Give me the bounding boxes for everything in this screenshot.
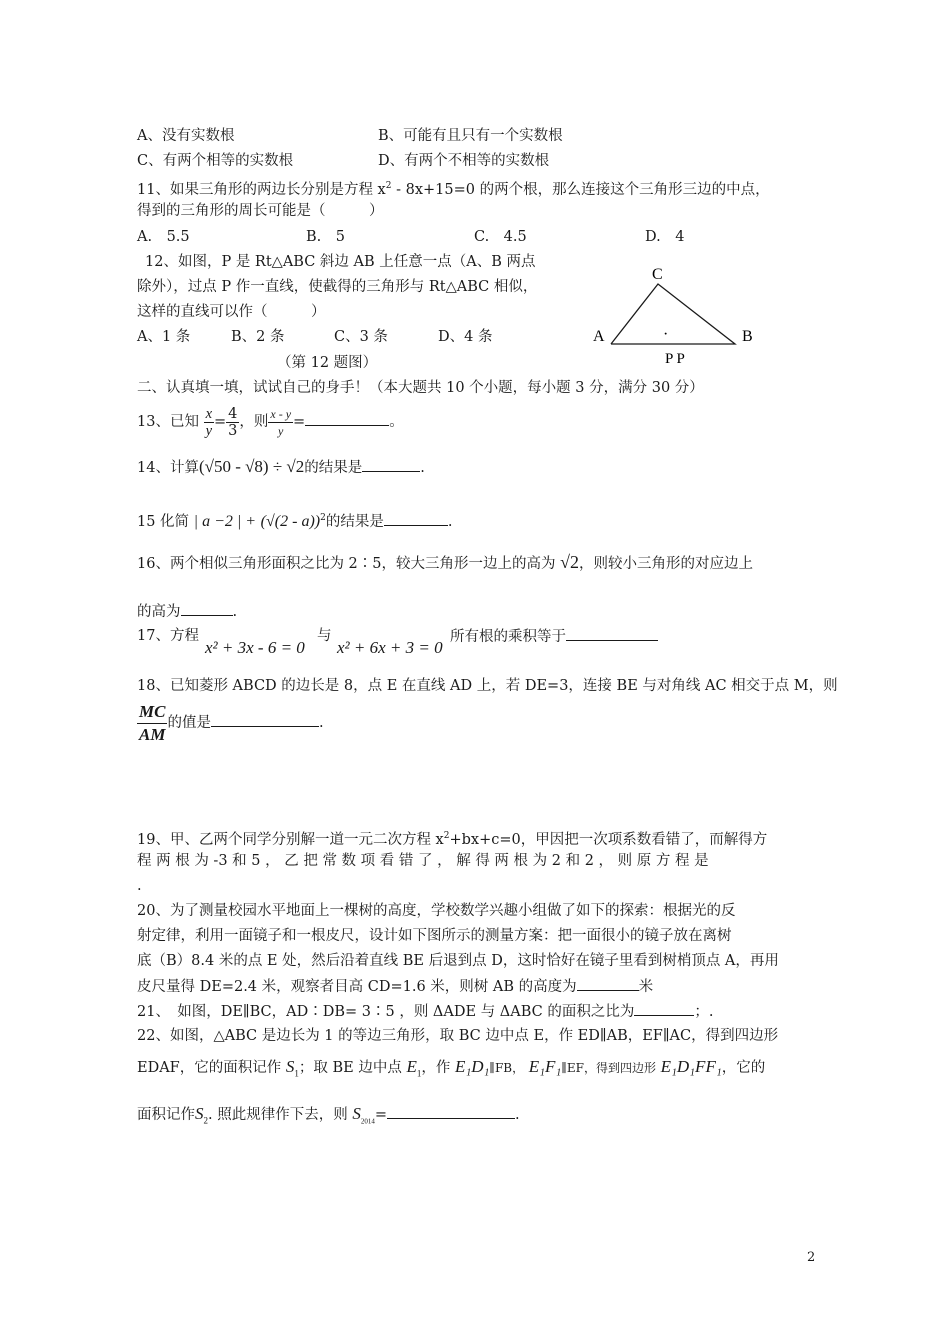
q10-option-a: A、没有实数根 [137,128,235,144]
q12-option-a: A、1 条 [137,329,191,345]
q15-abs-expression: | a −2 | + [193,512,257,530]
q18-fraction-mc-over-am: $\frac{MC}{AM}$ [139,701,166,744]
label-p: P P [665,351,685,367]
q14: 14、计算(√50 - √8) ÷ √2的结果是 . [137,457,425,476]
q22-answer-blank[interactable] [387,1104,515,1119]
q12-option-c: C、3 条 [334,329,388,345]
q20-line1: 20、为了测量校园水平地面上一棵树的高度，学校数学兴趣小组做了如下的探索：根据光的反 [137,903,736,919]
q10-option-d: D、有两个不相等的实数根 [378,153,550,169]
q15-answer-blank[interactable] [384,511,448,526]
q22-line1: 22、如图，△ABC 是边长为 1 的等边三角形，取 BC 边中点 E，作 ED∥AB，EF∥AC，得到四边形 [137,1028,779,1044]
q22-s2014: $S_{2014}$ [352,1104,375,1126]
q20-line4: 皮尺量得 DE=2.4 米，观察者目高 CD=1.6 米，则树 AB 的高度为 米 [137,976,653,997]
q14-expression: (√50 - √8) ÷ √2 [198,457,305,476]
label-a: A [593,328,605,345]
triangle-abc [611,284,735,344]
q16-line2: 的高为 . [137,601,237,622]
q17-equation-2: x² + 6x + 3 = 0 [337,638,443,657]
q12-triangle-figure [585,262,765,372]
q19-line1: 19、甲、乙两个同学分别解一道一元二次方程 $x^2+bx+c=0$，甲因把一次项系数看错了，而解得方 [137,831,768,848]
q12-line2: 除外），过点 P 作一直线，使截得的三角形与 Rt△ABC 相似， [137,279,538,295]
q22-e1f1: E₁F₁ [528,1057,562,1076]
q10-option-b: B、可能有且只有一个实数根 [378,128,563,144]
q12-figure-caption: （第 12 题图） [277,355,378,371]
q16-sqrt2: √2 [560,552,580,572]
q16-line1: 16、两个相似三角形面积之比为 2∶5，较大三角形一边上的高为 √2，则较小三角形的对应边上 [137,552,754,572]
q11-option-d: D. 4 [645,229,685,245]
q21: 21、 如图，DE∥BC，AD∶DB= 3∶5 ，则 ΔADE 与 ΔABC 的面积之比为 ；. [137,1001,713,1022]
q18-line2: $\frac{MC}{AM}$ 的值是 . [139,701,324,744]
label-c: C [652,266,663,283]
q12-line3: 这样的直线可以作（ ） [137,304,326,320]
q13: 13、已知 $\frac{x}{y}$ = $\frac{4}{3}$ ，则 $\frac{x - y}{y}$ = 。 [137,405,404,439]
q13-answer-blank[interactable] [305,411,389,426]
page-number: 2 [807,1250,816,1265]
q15-sqrt-expression: (√(2 - a)) [260,512,321,530]
q17-tail: 所有根的乘积等于 [450,626,658,647]
q13-fraction-x-over-y: $\frac{x}{y}$ [205,405,212,439]
q11-option-b: B. 5 [306,229,345,245]
q17-equation-1: x² + 3x - 6 = 0 [205,638,305,657]
label-b: B [742,328,753,345]
q21-answer-blank[interactable] [634,1001,694,1016]
q11-option-a: A. 5.5 [137,229,190,245]
q20-line3: 底（B）8.4 米的点 E 处，然后沿着直线 BE 后退到点 D，这时恰好在镜子里看到树梢顶点 A，再用 [137,953,779,969]
q12-option-d: D、4 条 [438,329,493,345]
q22-line3: 面积记作$S_2$. 照此规律作下去，则 $S_{2014}=$ . [137,1104,520,1126]
q17-label: 17、方程 [137,628,199,644]
q10-option-c: C、有两个相等的实数根 [137,153,294,169]
section2-title: 二、认真填一填，试试自己的身手！（本大题共 10 个小题，每小题 3 分，满分 30 分） [137,380,704,396]
q13-fraction-xy-over-y: $\frac{x - y}{y}$ [270,406,292,438]
q11-line2: 得到的三角形的周长可能是（ ） [137,203,384,219]
q20-answer-blank[interactable] [577,976,639,991]
q19-line2: 程 两 根 为 -3 和 5 ， 乙 把 常 数 项 看 错 了 ， 解 得 两 根 为 2 和 2 ， 则 原 方 程 是 [137,853,709,869]
q11-option-c: C. 4.5 [474,229,527,245]
q15: 15 化简 | a −2 | + (√(2 - a))$^2$的结果是 . [137,512,453,530]
q14-answer-blank[interactable] [362,457,420,472]
q12-option-b: B、2 条 [231,329,285,345]
q18-line1: 18、已知菱形 ABCD 的边长是 8，点 E 在直线 AD 上，若 DE=3，连接 BE 与对角线 AC 相交于点 M，则 [137,678,838,694]
point-p-dot: · [663,326,669,343]
q22-e1: $E_1$ [406,1057,422,1079]
q20-line2: 射定律，利用一面镜子和一根皮尺，设计如下图所示的测量方案：把一面很小的镜子放在离树 [137,928,732,944]
q22-line2: EDAF，它的面积记作 $S_1$；取 BE 边中点 $E_1$，作 E₁D₁∥FB， E₁F₁∥EF，得到四边形 E₁D₁FF₁，它的 [137,1057,766,1079]
q12-line1: 12、如图，P 是 Rt△ABC 斜边 AB 上任意一点（A、B 两点 [145,254,536,270]
q22-quadrilateral: E₁D₁FF₁ [660,1057,722,1076]
q11-line1: 11、如果三角形的两边长分别是方程 $x^2 - 8x+15=0$ 的两个根，那么连接这个三角形三边的中点， [137,181,770,198]
q22-s1: $S_1$ [285,1057,299,1079]
q13-fraction-4-over-3: $\frac{4}{3}$ [228,405,238,439]
q16-answer-blank[interactable] [181,601,233,616]
q17-with: 与 [317,628,332,644]
q22-e1d1: E₁D₁ [454,1057,490,1076]
q22-s2: $S_2$ [195,1104,208,1126]
q17-answer-blank[interactable] [566,626,658,641]
q18-answer-blank[interactable] [211,712,319,727]
q19-line3: . [137,878,142,894]
